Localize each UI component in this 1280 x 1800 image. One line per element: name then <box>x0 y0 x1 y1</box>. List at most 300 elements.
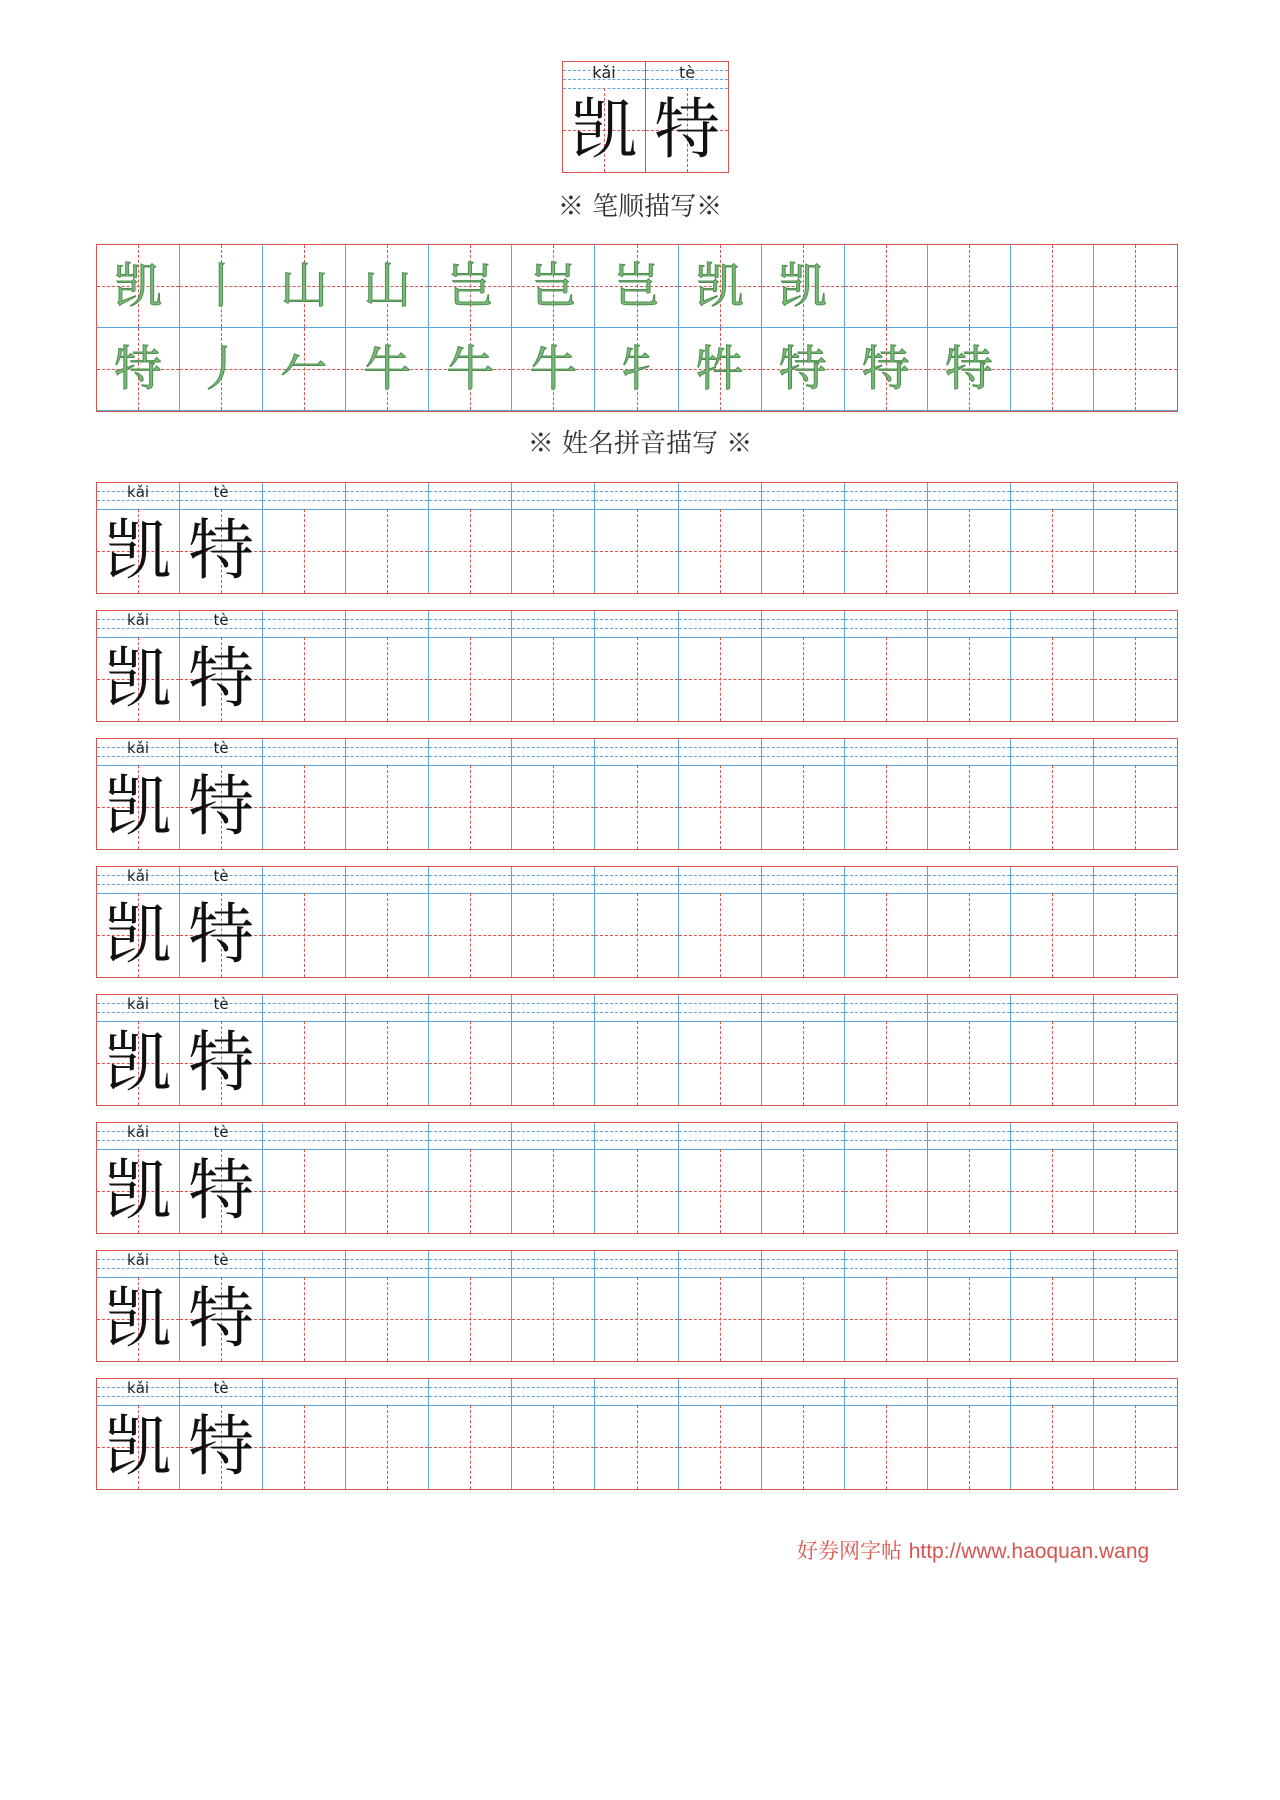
pinyin-band <box>429 483 511 510</box>
char-area <box>1011 1277 1093 1361</box>
practice-cell-empty[interactable] <box>679 995 762 1105</box>
practice-cell-empty[interactable] <box>679 611 762 721</box>
pinyin-band <box>346 867 428 894</box>
stroke-glyph: 丿 <box>197 341 246 397</box>
char-area <box>928 893 1010 977</box>
char-area <box>346 893 428 977</box>
char-area <box>679 1405 761 1489</box>
practice-cell-empty[interactable] <box>346 1379 429 1489</box>
practice-char: 特 <box>188 896 255 973</box>
practice-cell-empty[interactable] <box>928 483 1011 593</box>
practice-char: 凯 <box>105 512 172 589</box>
pinyin-band <box>1094 995 1177 1022</box>
practice-cell-empty[interactable] <box>1011 1379 1094 1489</box>
char-area <box>429 1021 511 1105</box>
char-area <box>180 637 262 721</box>
stroke-glyph: 山 <box>280 258 329 314</box>
char-area <box>263 1405 345 1489</box>
pinyin-band <box>679 1379 761 1406</box>
pinyin-band <box>263 995 345 1022</box>
char-area <box>263 765 345 849</box>
practice-cell-empty[interactable] <box>1011 867 1094 977</box>
title-pinyin-1: kǎi <box>592 63 616 82</box>
practice-cell-filled <box>97 1379 180 1489</box>
practice-cell-filled <box>97 739 180 849</box>
char-area <box>429 509 511 593</box>
stroke-cell <box>512 245 595 328</box>
practice-cell-empty[interactable] <box>762 739 845 849</box>
practice-cell-empty[interactable] <box>429 483 512 593</box>
pinyin-band <box>429 867 511 894</box>
practice-cell-empty[interactable] <box>845 1123 928 1233</box>
pinyin-band <box>512 1251 594 1278</box>
practice-pinyin: kǎi <box>127 611 150 629</box>
pinyin-band <box>1011 611 1093 638</box>
practice-cell-empty[interactable] <box>263 1251 346 1361</box>
pinyin-band <box>1094 1251 1177 1278</box>
practice-cell-empty[interactable] <box>512 611 595 721</box>
pinyin-band <box>595 995 677 1022</box>
practice-cell-empty[interactable] <box>512 867 595 977</box>
practice-pinyin: tè <box>213 1123 229 1141</box>
char-area <box>97 637 179 721</box>
pinyin-band <box>679 611 761 638</box>
char-area <box>1011 509 1093 593</box>
practice-cell-filled <box>97 483 180 593</box>
stroke-glyph: 岂 <box>612 258 661 314</box>
practice-cell-empty[interactable] <box>845 739 928 849</box>
char-area <box>679 893 761 977</box>
pinyin-band <box>1094 867 1177 894</box>
practice-pinyin: tè <box>213 611 229 629</box>
char-area <box>928 1277 1010 1361</box>
char-area <box>928 765 1010 849</box>
practice-char: 特 <box>188 1024 255 1101</box>
char-area <box>762 1149 844 1233</box>
practice-cell-empty[interactable] <box>1011 995 1094 1105</box>
practice-cell-empty[interactable] <box>263 867 346 977</box>
char-area <box>595 1021 677 1105</box>
pinyin-band <box>1094 739 1177 766</box>
practice-cell-empty[interactable] <box>1011 611 1094 721</box>
practice-cell-empty[interactable] <box>762 867 845 977</box>
practice-cell-empty[interactable] <box>845 611 928 721</box>
practice-cell-filled <box>97 1123 180 1233</box>
practice-cell-empty[interactable] <box>595 867 678 977</box>
practice-cell-empty[interactable] <box>762 1379 845 1489</box>
practice-cell-empty[interactable] <box>263 611 346 721</box>
practice-pinyin: kǎi <box>127 483 150 501</box>
stroke-cell <box>97 245 180 328</box>
char-area <box>845 765 927 849</box>
pinyin-band <box>928 611 1010 638</box>
practice-char: 特 <box>188 640 255 717</box>
practice-row <box>96 1378 1178 1490</box>
char-area <box>845 893 927 977</box>
stroke-cell <box>346 245 429 328</box>
practice-cell-empty[interactable] <box>263 995 346 1105</box>
stroke-glyph: 特 <box>861 341 910 397</box>
practice-cell-empty[interactable] <box>263 1123 346 1233</box>
pinyin-band <box>928 1251 1010 1278</box>
char-area <box>1011 637 1093 721</box>
practice-char: 特 <box>188 768 255 845</box>
char-area <box>97 893 179 977</box>
char-area <box>1011 1021 1093 1105</box>
practice-cell-empty[interactable] <box>1094 483 1177 593</box>
practice-row <box>96 738 1178 850</box>
practice-cell-empty[interactable] <box>928 995 1011 1105</box>
stroke-cell <box>595 245 678 328</box>
char-area <box>429 1149 511 1233</box>
pinyin-band <box>263 867 345 894</box>
char-area <box>595 509 677 593</box>
pinyin-band <box>1011 995 1093 1022</box>
footer-url[interactable]: http://www.haoquan.wang <box>908 1540 1150 1563</box>
char-area <box>1094 1149 1177 1233</box>
practice-cell-empty[interactable] <box>429 995 512 1105</box>
char-area <box>97 1405 179 1489</box>
pinyin-band <box>429 1123 511 1150</box>
practice-cell-empty[interactable] <box>512 1123 595 1233</box>
practice-pinyin: tè <box>213 1251 229 1269</box>
pinyin-band <box>512 739 594 766</box>
practice-cell-empty[interactable] <box>346 611 429 721</box>
char-area <box>679 1149 761 1233</box>
practice-cell-filled <box>180 1379 263 1489</box>
pinyin-band <box>845 1123 927 1150</box>
practice-row <box>96 866 1178 978</box>
char-area <box>180 509 262 593</box>
char-area <box>1011 765 1093 849</box>
practice-pinyin: tè <box>213 995 229 1013</box>
title-cell-1 <box>563 62 646 172</box>
pinyin-band <box>512 1379 594 1406</box>
practice-cell-empty[interactable] <box>346 867 429 977</box>
char-area <box>762 509 844 593</box>
practice-char: 凯 <box>105 896 172 973</box>
practice-cell-empty[interactable] <box>595 739 678 849</box>
pinyin-band <box>762 483 844 510</box>
practice-cell-empty[interactable] <box>928 1379 1011 1489</box>
char-area <box>429 893 511 977</box>
pinyin-band <box>595 867 677 894</box>
practice-cell-empty[interactable] <box>1011 1123 1094 1233</box>
pinyin-band <box>263 739 345 766</box>
char-area <box>845 1021 927 1105</box>
pinyin-band <box>595 1251 677 1278</box>
title-char-area <box>563 88 645 172</box>
pinyin-band <box>845 483 927 510</box>
char-area <box>97 509 179 593</box>
practice-cell-filled <box>97 611 180 721</box>
practice-cell-empty[interactable] <box>512 995 595 1105</box>
practice-cell-empty[interactable] <box>595 1123 678 1233</box>
practice-char: 凯 <box>105 768 172 845</box>
stroke-glyph: 特 <box>778 341 827 397</box>
pinyin-band <box>346 1379 428 1406</box>
practice-cell-empty[interactable] <box>845 483 928 593</box>
char-area <box>1094 765 1177 849</box>
practice-cell-empty[interactable] <box>1094 611 1177 721</box>
pinyin-band <box>346 611 428 638</box>
practice-cell-empty[interactable] <box>512 1251 595 1361</box>
stroke-glyph: 牛 <box>529 341 578 397</box>
practice-cell-empty[interactable] <box>928 1123 1011 1233</box>
practice-cell-empty[interactable] <box>512 483 595 593</box>
practice-cell-empty[interactable] <box>429 1123 512 1233</box>
practice-cell-empty[interactable] <box>679 1123 762 1233</box>
pinyin-band <box>845 995 927 1022</box>
char-area <box>1094 1405 1177 1489</box>
stroke-cell <box>595 328 678 411</box>
practice-cell-empty[interactable] <box>263 483 346 593</box>
pinyin-band <box>1011 739 1093 766</box>
pinyin-band <box>263 483 345 510</box>
stroke-cell <box>1011 245 1094 328</box>
practice-cell-empty[interactable] <box>845 867 928 977</box>
char-area <box>429 765 511 849</box>
pinyin-band <box>679 483 761 510</box>
char-area <box>1094 1021 1177 1105</box>
pinyin-band <box>845 739 927 766</box>
pinyin-band <box>429 1379 511 1406</box>
pinyin-band <box>429 1251 511 1278</box>
practice-pinyin: tè <box>213 1379 229 1397</box>
char-area <box>762 1405 844 1489</box>
char-area <box>1094 637 1177 721</box>
stroke-cell <box>845 328 928 411</box>
stroke-cell <box>429 245 512 328</box>
stroke-glyph: 牪 <box>695 341 744 397</box>
practice-cell-empty[interactable] <box>1094 1379 1177 1489</box>
practice-cell-empty[interactable] <box>1094 995 1177 1105</box>
stroke-cell <box>263 245 346 328</box>
stroke-cell <box>762 245 845 328</box>
stroke-cell <box>679 328 762 411</box>
practice-cell-empty[interactable] <box>595 483 678 593</box>
practice-cell-empty[interactable] <box>1094 1123 1177 1233</box>
stroke-cell <box>1094 328 1177 411</box>
practice-cell-empty[interactable] <box>263 739 346 849</box>
practice-cell-empty[interactable] <box>263 1379 346 1489</box>
pinyin-band <box>1011 1251 1093 1278</box>
char-area <box>679 1277 761 1361</box>
stroke-glyph: 丨 <box>197 258 246 314</box>
practice-cell-empty[interactable] <box>595 1379 678 1489</box>
practice-cell-empty[interactable] <box>1094 739 1177 849</box>
char-area <box>263 893 345 977</box>
practice-cell-empty[interactable] <box>762 995 845 1105</box>
practice-cell-empty[interactable] <box>1011 1251 1094 1361</box>
practice-cell-filled <box>180 1123 263 1233</box>
practice-cell-empty[interactable] <box>762 1123 845 1233</box>
char-area <box>512 765 594 849</box>
practice-char: 特 <box>188 512 255 589</box>
title-char-area <box>646 88 728 172</box>
practice-cell-empty[interactable] <box>845 1379 928 1489</box>
practice-cell-filled <box>97 1251 180 1361</box>
char-area <box>97 1277 179 1361</box>
practice-cell-empty[interactable] <box>346 739 429 849</box>
pinyin-band <box>429 995 511 1022</box>
pinyin-band <box>845 611 927 638</box>
practice-cell-empty[interactable] <box>429 1251 512 1361</box>
char-area <box>595 1149 677 1233</box>
practice-cell-empty[interactable] <box>429 1379 512 1489</box>
char-area <box>180 765 262 849</box>
char-area <box>263 1277 345 1361</box>
pinyin-band <box>679 995 761 1022</box>
practice-cell-filled <box>97 995 180 1105</box>
char-area <box>512 893 594 977</box>
stroke-cell <box>180 245 263 328</box>
pinyin-band <box>928 1379 1010 1406</box>
pinyin-band <box>928 995 1010 1022</box>
practice-char: 凯 <box>105 1408 172 1485</box>
stroke-cell <box>1094 245 1177 328</box>
practice-cell-filled <box>180 483 263 593</box>
practice-cell-empty[interactable] <box>679 483 762 593</box>
practice-cell-empty[interactable] <box>429 867 512 977</box>
char-area <box>679 1021 761 1105</box>
practice-cell-empty[interactable] <box>1011 483 1094 593</box>
pinyin-band <box>346 739 428 766</box>
practice-cell-empty[interactable] <box>679 1379 762 1489</box>
char-area <box>429 637 511 721</box>
practice-cell-empty[interactable] <box>928 1251 1011 1361</box>
title-cell-2 <box>646 62 728 172</box>
pinyin-band <box>429 611 511 638</box>
char-area <box>845 1277 927 1361</box>
practice-cell-empty[interactable] <box>346 483 429 593</box>
pinyin-band <box>595 739 677 766</box>
pinyin-band <box>512 611 594 638</box>
practice-cell-empty[interactable] <box>512 1379 595 1489</box>
char-area <box>512 1405 594 1489</box>
practice-char: 特 <box>188 1408 255 1485</box>
char-area <box>679 637 761 721</box>
pinyin-band <box>512 995 594 1022</box>
stroke-cell <box>928 328 1011 411</box>
char-area <box>928 1405 1010 1489</box>
practice-cell-empty[interactable] <box>429 739 512 849</box>
pinyin-band <box>928 867 1010 894</box>
pinyin-band <box>679 739 761 766</box>
pinyin-band <box>1011 1379 1093 1406</box>
stroke-glyph: 𠂉 <box>280 341 329 397</box>
char-area <box>346 1277 428 1361</box>
char-area <box>512 1277 594 1361</box>
practice-pinyin: kǎi <box>127 1123 150 1141</box>
practice-cell-empty[interactable] <box>928 739 1011 849</box>
practice-cell-empty[interactable] <box>845 995 928 1105</box>
stroke-cell <box>679 245 762 328</box>
practice-pinyin: kǎi <box>127 867 150 885</box>
char-area <box>512 1021 594 1105</box>
practice-cell-empty[interactable] <box>679 739 762 849</box>
pinyin-band <box>595 1123 677 1150</box>
char-area <box>97 765 179 849</box>
practice-cell-empty[interactable] <box>1011 739 1094 849</box>
practice-cell-empty[interactable] <box>679 1251 762 1361</box>
practice-cell-filled <box>180 739 263 849</box>
stroke-glyph: 山 <box>363 258 412 314</box>
char-area <box>762 1277 844 1361</box>
stroke-cell <box>346 328 429 411</box>
practice-cell-empty[interactable] <box>429 611 512 721</box>
practice-cell-filled <box>180 867 263 977</box>
pinyin-band <box>1094 1123 1177 1150</box>
stroke-glyph: 岂 <box>529 258 578 314</box>
char-area <box>346 1405 428 1489</box>
practice-cell-empty[interactable] <box>928 611 1011 721</box>
stroke-glyph: 岂 <box>446 258 495 314</box>
practice-char: 特 <box>188 1152 255 1229</box>
pinyin-band <box>928 483 1010 510</box>
char-area <box>762 765 844 849</box>
pinyin-band <box>1011 483 1093 510</box>
stroke-row-kai <box>97 245 1177 328</box>
practice-cell-empty[interactable] <box>512 739 595 849</box>
practice-cell-empty[interactable] <box>679 867 762 977</box>
stroke-glyph: 牛 <box>446 341 495 397</box>
practice-cell-empty[interactable] <box>1094 867 1177 977</box>
char-area <box>512 1149 594 1233</box>
practice-cell-empty[interactable] <box>928 867 1011 977</box>
practice-cell-empty[interactable] <box>762 1251 845 1361</box>
stroke-glyph: 特 <box>944 341 993 397</box>
char-area <box>595 1277 677 1361</box>
name-pinyin-heading: ※ 姓名拼音描写 ※ <box>527 429 753 459</box>
char-area <box>180 1021 262 1105</box>
practice-cell-empty[interactable] <box>762 611 845 721</box>
stroke-glyph: 凯 <box>695 258 744 314</box>
char-area <box>845 637 927 721</box>
char-area <box>845 509 927 593</box>
pinyin-band <box>346 483 428 510</box>
practice-pinyin: tè <box>213 483 229 501</box>
practice-cell-filled <box>97 867 180 977</box>
practice-cell-empty[interactable] <box>762 483 845 593</box>
practice-cell-empty[interactable] <box>595 995 678 1105</box>
pinyin-band <box>346 1251 428 1278</box>
practice-cell-empty[interactable] <box>346 995 429 1105</box>
char-area <box>180 1405 262 1489</box>
char-area <box>263 1021 345 1105</box>
stroke-row-te <box>97 328 1177 411</box>
char-area <box>429 1405 511 1489</box>
char-area <box>346 509 428 593</box>
stroke-cell <box>845 245 928 328</box>
practice-cell-empty[interactable] <box>595 1251 678 1361</box>
pinyin-band <box>595 483 677 510</box>
pinyin-band <box>512 1123 594 1150</box>
stroke-cell <box>180 328 263 411</box>
practice-cell-empty[interactable] <box>1094 1251 1177 1361</box>
practice-cell-empty[interactable] <box>346 1251 429 1361</box>
practice-cell-empty[interactable] <box>595 611 678 721</box>
stroke-cell <box>512 328 595 411</box>
practice-cell-empty[interactable] <box>845 1251 928 1361</box>
practice-row <box>96 994 1178 1106</box>
practice-row <box>96 1250 1178 1362</box>
practice-cell-filled <box>180 611 263 721</box>
char-area <box>928 509 1010 593</box>
char-area <box>346 1021 428 1105</box>
practice-pinyin: kǎi <box>127 995 150 1013</box>
practice-cell-empty[interactable] <box>346 1123 429 1233</box>
